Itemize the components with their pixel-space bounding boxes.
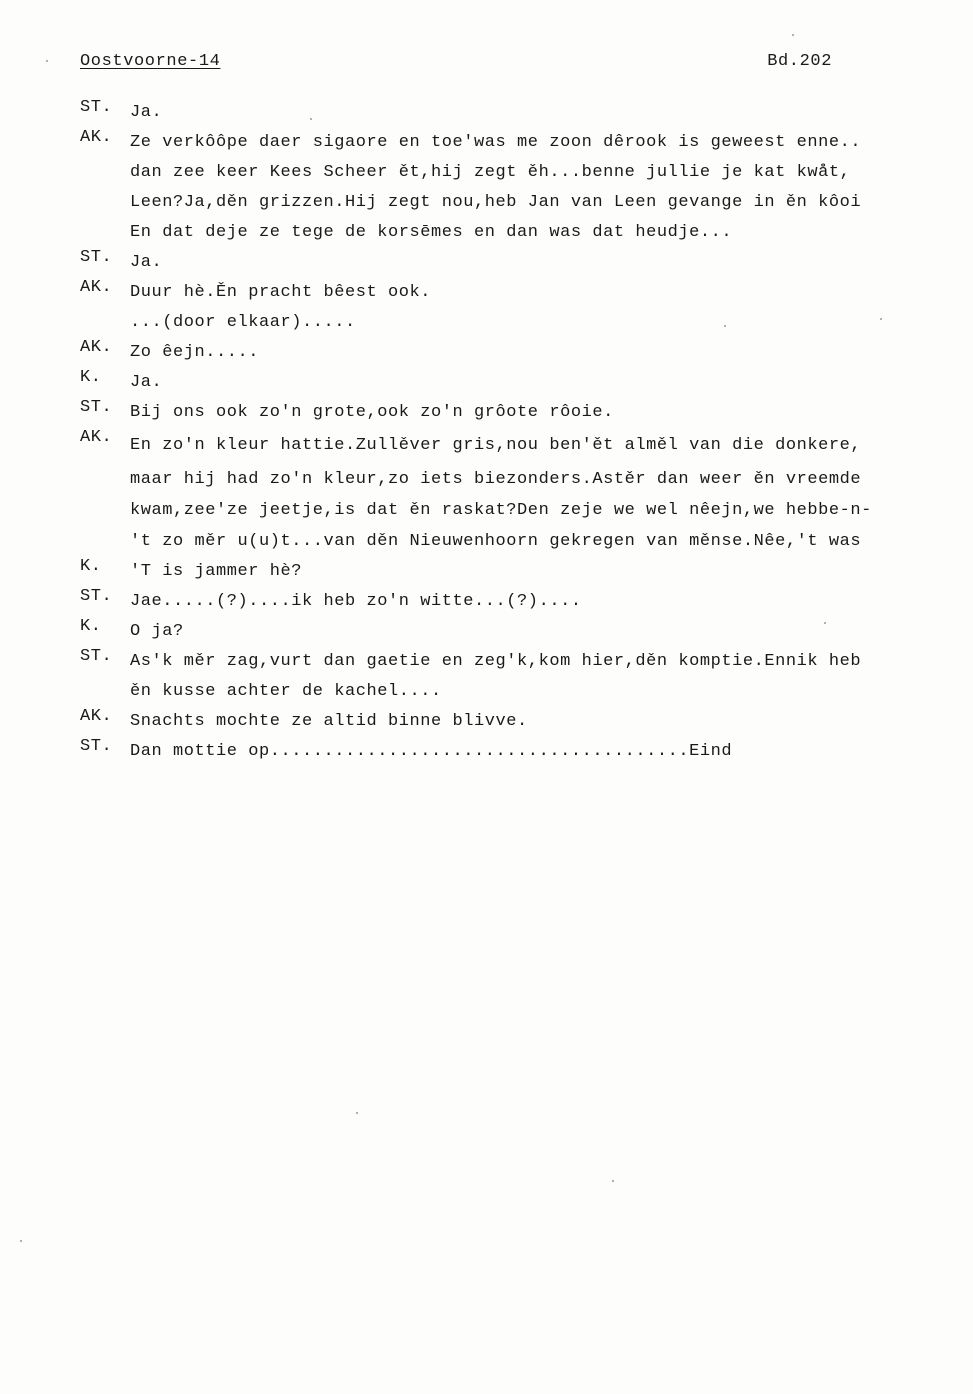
document-title: Oostvoorne-14 [80,52,221,71]
speaker-label: ST. [80,98,113,117]
speaker-label: AK. [80,428,113,447]
turn-line: As'k měr zag,vurt dan gaetie en zeg'k,kom hier,děn komptie.Ennik heb [130,652,862,671]
turn-line: Jae.....(?)....ik heb zo'n witte...(?).... [130,592,582,611]
turn-line: Duur hè.Ěn pracht bêest ook. [130,283,432,302]
turn-line: Ja. [130,253,163,272]
turn [80,98,970,128]
speaker-label: AK. [80,278,113,297]
speaker-label: ST. [80,248,113,267]
turn [80,278,970,308]
volume-number: Bd.202 [767,52,832,71]
speaker-label: K. [80,617,102,636]
turn [80,308,970,338]
turn [80,398,970,428]
scan-speck [46,60,48,62]
scan-speck [356,1112,358,1114]
turn-line: O ja? [130,622,184,641]
speaker-label: ST. [80,587,113,606]
turn-line: Snachts mochte ze altid binne blivve. [130,712,528,731]
turn-line: En dat deje ze tege de korsēmes en dan was dat heudje... [130,223,733,242]
turn-line: 't zo měr u(u)t...van děn Nieuwenhoorn gekregen van měnse.Nêe,'t was [130,532,862,551]
scan-speck [724,325,726,327]
turn-line: Dan mottie op.......................................Eind [130,742,733,761]
turn-line: kwam,zee'ze jeetje,is dat ěn raskat?Den zeje we wel nêejn,we hebbe-n- [130,501,872,520]
speaker-label: ST. [80,647,113,666]
scan-speck [310,118,312,120]
turn-line: Bij ons ook zo'n grote,ook zo'n grôote rôoie. [130,403,614,422]
turn [80,428,970,557]
speaker-label: AK. [80,338,113,357]
page-header [80,52,832,76]
turn-line: ěn kusse achter de kachel.... [130,682,442,701]
turn-line: En zo'n kleur hattie.Zullěver gris,nou ben'ět alměl van die donkere, [130,436,862,455]
speaker-label: ST. [80,398,113,417]
turn-line: Ja. [130,103,163,122]
turn [80,557,970,587]
turn [80,587,970,617]
scan-speck [792,34,794,36]
turn [80,707,970,737]
turn-line: 'T is jammer hè? [130,562,303,581]
transcript [80,98,970,767]
turn [80,128,970,248]
turn [80,647,970,707]
turn-line: Zo êejn..... [130,343,260,362]
turn [80,368,970,398]
scan-speck [880,318,882,320]
scan-speck [824,622,826,624]
speaker-label: ST. [80,737,113,756]
turn-line: maar hij had zo'n kleur,zo iets biezonders.Astěr dan weer ěn vreemde [130,470,862,489]
turn [80,737,970,767]
turn-line: ...(door elkaar)..... [130,313,356,332]
turn [80,617,970,647]
speaker-label: AK. [80,128,113,147]
turn-line: Leen?Ja,děn grizzen.Hij zegt nou,heb Jan van Leen gevange in ěn kôoi [130,193,862,212]
scan-speck [612,1180,614,1182]
turn-line: Ze verkôôpe daer sigaore en toe'was me zoon dêrook is geweest enne.. [130,133,862,152]
speaker-label: AK. [80,707,113,726]
turn-line: dan zee keer Kees Scheer ět,hij zegt ěh...benne jullie je kat kwåt, [130,163,851,182]
turn [80,248,970,278]
scan-speck [20,1240,22,1242]
turn [80,338,970,368]
speaker-label: K. [80,557,102,576]
speaker-label: K. [80,368,102,387]
turn-line: Ja. [130,373,163,392]
